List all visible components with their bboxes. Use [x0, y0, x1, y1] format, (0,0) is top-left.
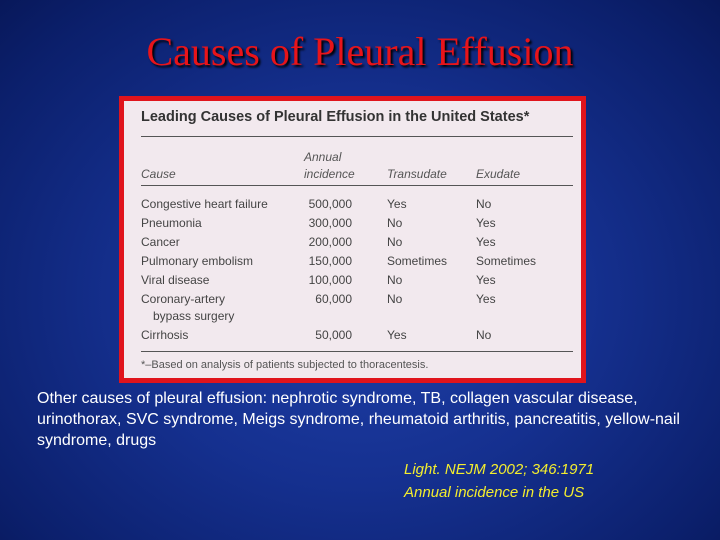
row-transudate: No — [387, 273, 403, 287]
row-transudate: No — [387, 216, 403, 230]
row-incidence: 60,000 — [315, 292, 352, 306]
other-causes-text: Other causes of pleural effusion: nephrotic syndrome, TB, collagen vascular disease, urinothorax, SVC syndrome, Meigs syndrome, rheumatoid arthritis, pancreatitis, yellow-nail syndrome, drugs — [37, 390, 680, 449]
row-exudate: Yes — [476, 216, 496, 230]
row-exudate: No — [476, 197, 492, 211]
row-incidence: 200,000 — [308, 235, 352, 249]
row-cause-continued: bypass surgery — [153, 309, 235, 323]
row-cause: Pulmonary embolism — [141, 254, 254, 268]
row-exudate: Sometimes — [476, 254, 537, 268]
header-incidence-line2: incidence — [304, 167, 355, 181]
table-footnote: *–Based on analysis of patients subjected to thoracentesis. — [141, 359, 429, 371]
header-rule — [141, 185, 573, 186]
header-exudate: Exudate — [476, 167, 521, 181]
row-transudate: Yes — [387, 328, 407, 342]
row-transudate: No — [387, 235, 403, 249]
row-exudate: Yes — [476, 292, 496, 306]
row-incidence: 150,000 — [308, 254, 352, 268]
row-incidence: 50,000 — [315, 328, 352, 342]
header-transudate: Transudate — [387, 167, 447, 181]
header-incidence-line1: Annual — [304, 150, 342, 164]
row-exudate: Yes — [476, 235, 496, 249]
citation-reference: Light. NEJM 2002; 346:1971 — [404, 461, 595, 478]
row-cause: Coronary-artery — [141, 292, 226, 306]
row-transudate: Sometimes — [387, 254, 448, 268]
row-exudate: No — [476, 328, 492, 342]
row-incidence: 300,000 — [308, 216, 352, 230]
row-transudate: No — [387, 292, 403, 306]
table-title: Leading Causes of Pleural Effusion in the United States* — [141, 109, 530, 125]
row-cause: Congestive heart failure — [141, 197, 268, 211]
header-cause: Cause — [141, 167, 176, 181]
table-top-rule — [141, 136, 573, 137]
table-bottom-rule — [141, 351, 573, 352]
row-transudate: Yes — [387, 197, 407, 211]
row-cause: Pneumonia — [141, 216, 202, 230]
causes-table — [119, 96, 586, 383]
row-exudate: Yes — [476, 273, 496, 287]
row-cause: Cirrhosis — [141, 328, 189, 342]
citation-note: Annual incidence in the US — [404, 484, 585, 501]
row-cause: Cancer — [141, 235, 180, 249]
row-incidence: 500,000 — [308, 197, 352, 211]
row-incidence: 100,000 — [308, 273, 352, 287]
slide-title: Causes of Pleural Effusion — [146, 29, 574, 74]
row-cause: Viral disease — [141, 273, 210, 287]
